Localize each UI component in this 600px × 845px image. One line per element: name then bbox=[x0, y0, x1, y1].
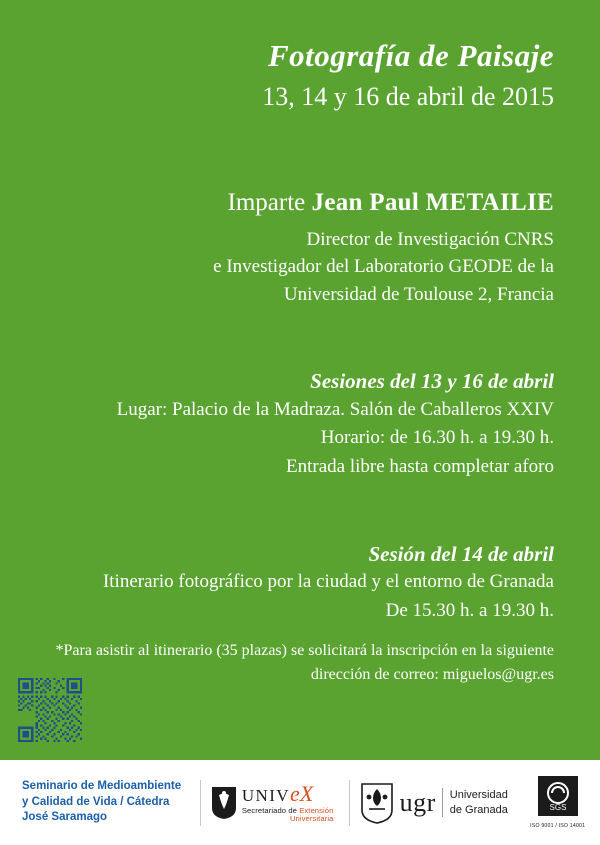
speaker-prefix: Imparte bbox=[227, 189, 312, 217]
sgs-certification-logo bbox=[529, 776, 586, 829]
speaker-affiliation bbox=[46, 226, 554, 309]
speaker-block bbox=[46, 187, 554, 308]
divider bbox=[200, 780, 201, 826]
session-line: Lugar: Palacio de la Madraza. Salón de Caballeros XXIV bbox=[116, 398, 554, 420]
svg-text:SGS: SGS bbox=[549, 803, 567, 812]
univex-sub-black: Secretariado de bbox=[241, 805, 300, 815]
univex-word-main: UNIV bbox=[241, 785, 290, 805]
footer-logo-bar bbox=[0, 760, 600, 845]
univex-sub-orange: Extensión bbox=[299, 805, 334, 815]
speaker-name: Jean Paul METAILIE bbox=[311, 189, 554, 217]
qr-code bbox=[18, 678, 82, 742]
univex-shield-icon bbox=[211, 786, 237, 820]
divider bbox=[349, 780, 350, 826]
univex-logo bbox=[211, 780, 339, 823]
ugr-logo bbox=[360, 782, 530, 824]
session-block-1 bbox=[46, 368, 554, 481]
session-line: Entrada libre hasta completar aforo bbox=[286, 455, 554, 477]
ugr-name-line: Universidad bbox=[449, 789, 508, 802]
ugr-name-line: de Granada bbox=[449, 803, 508, 816]
session-note: *Para asistir al itinerario (35 plazas) se solicitará la inscripción en la siguiente dirección de correo: miguelos@ugr.es bbox=[55, 642, 554, 683]
univex-wordmark bbox=[241, 780, 334, 823]
session-line: Itinerario fotográfico por la ciudad y el entorno de Granada bbox=[102, 571, 554, 593]
session-heading: Sesión del 14 de abril bbox=[368, 542, 554, 567]
page-title: Fotografía de Paisaje bbox=[267, 38, 554, 73]
seminario-logo-text: Seminario de Medioambiente y Calidad de Vida / Cátedra José Saramago bbox=[22, 780, 182, 824]
ugr-wordmark: ugr bbox=[399, 787, 436, 817]
poster-dates: 13, 14 y 16 de abril de 2015 bbox=[262, 81, 554, 111]
sgs-label: ISO 9001 / ISO 14001 bbox=[530, 823, 586, 829]
univex-word-accent: eX bbox=[289, 780, 314, 806]
affiliation-line: Director de Investigación CNRS bbox=[306, 228, 554, 250]
affiliation-line: e Investigador del Laboratorio GEODE de la bbox=[213, 256, 554, 278]
session-heading: Sesiones del 13 y 16 de abril bbox=[310, 369, 554, 394]
ugr-university-name bbox=[442, 788, 508, 817]
ugr-crest-icon bbox=[360, 782, 394, 824]
session-line: De 15.30 h. a 19.30 h. bbox=[385, 599, 554, 621]
speaker-line bbox=[46, 187, 554, 218]
session-line: Horario: de 16.30 h. a 19.30 h. bbox=[320, 427, 554, 449]
sgs-mark-icon bbox=[538, 776, 578, 816]
affiliation-line: Universidad de Toulouse 2, Francia bbox=[283, 283, 554, 305]
univex-subline-2: Universitaria bbox=[289, 813, 334, 823]
univex-word bbox=[241, 780, 334, 806]
session-block-2 bbox=[46, 541, 554, 686]
